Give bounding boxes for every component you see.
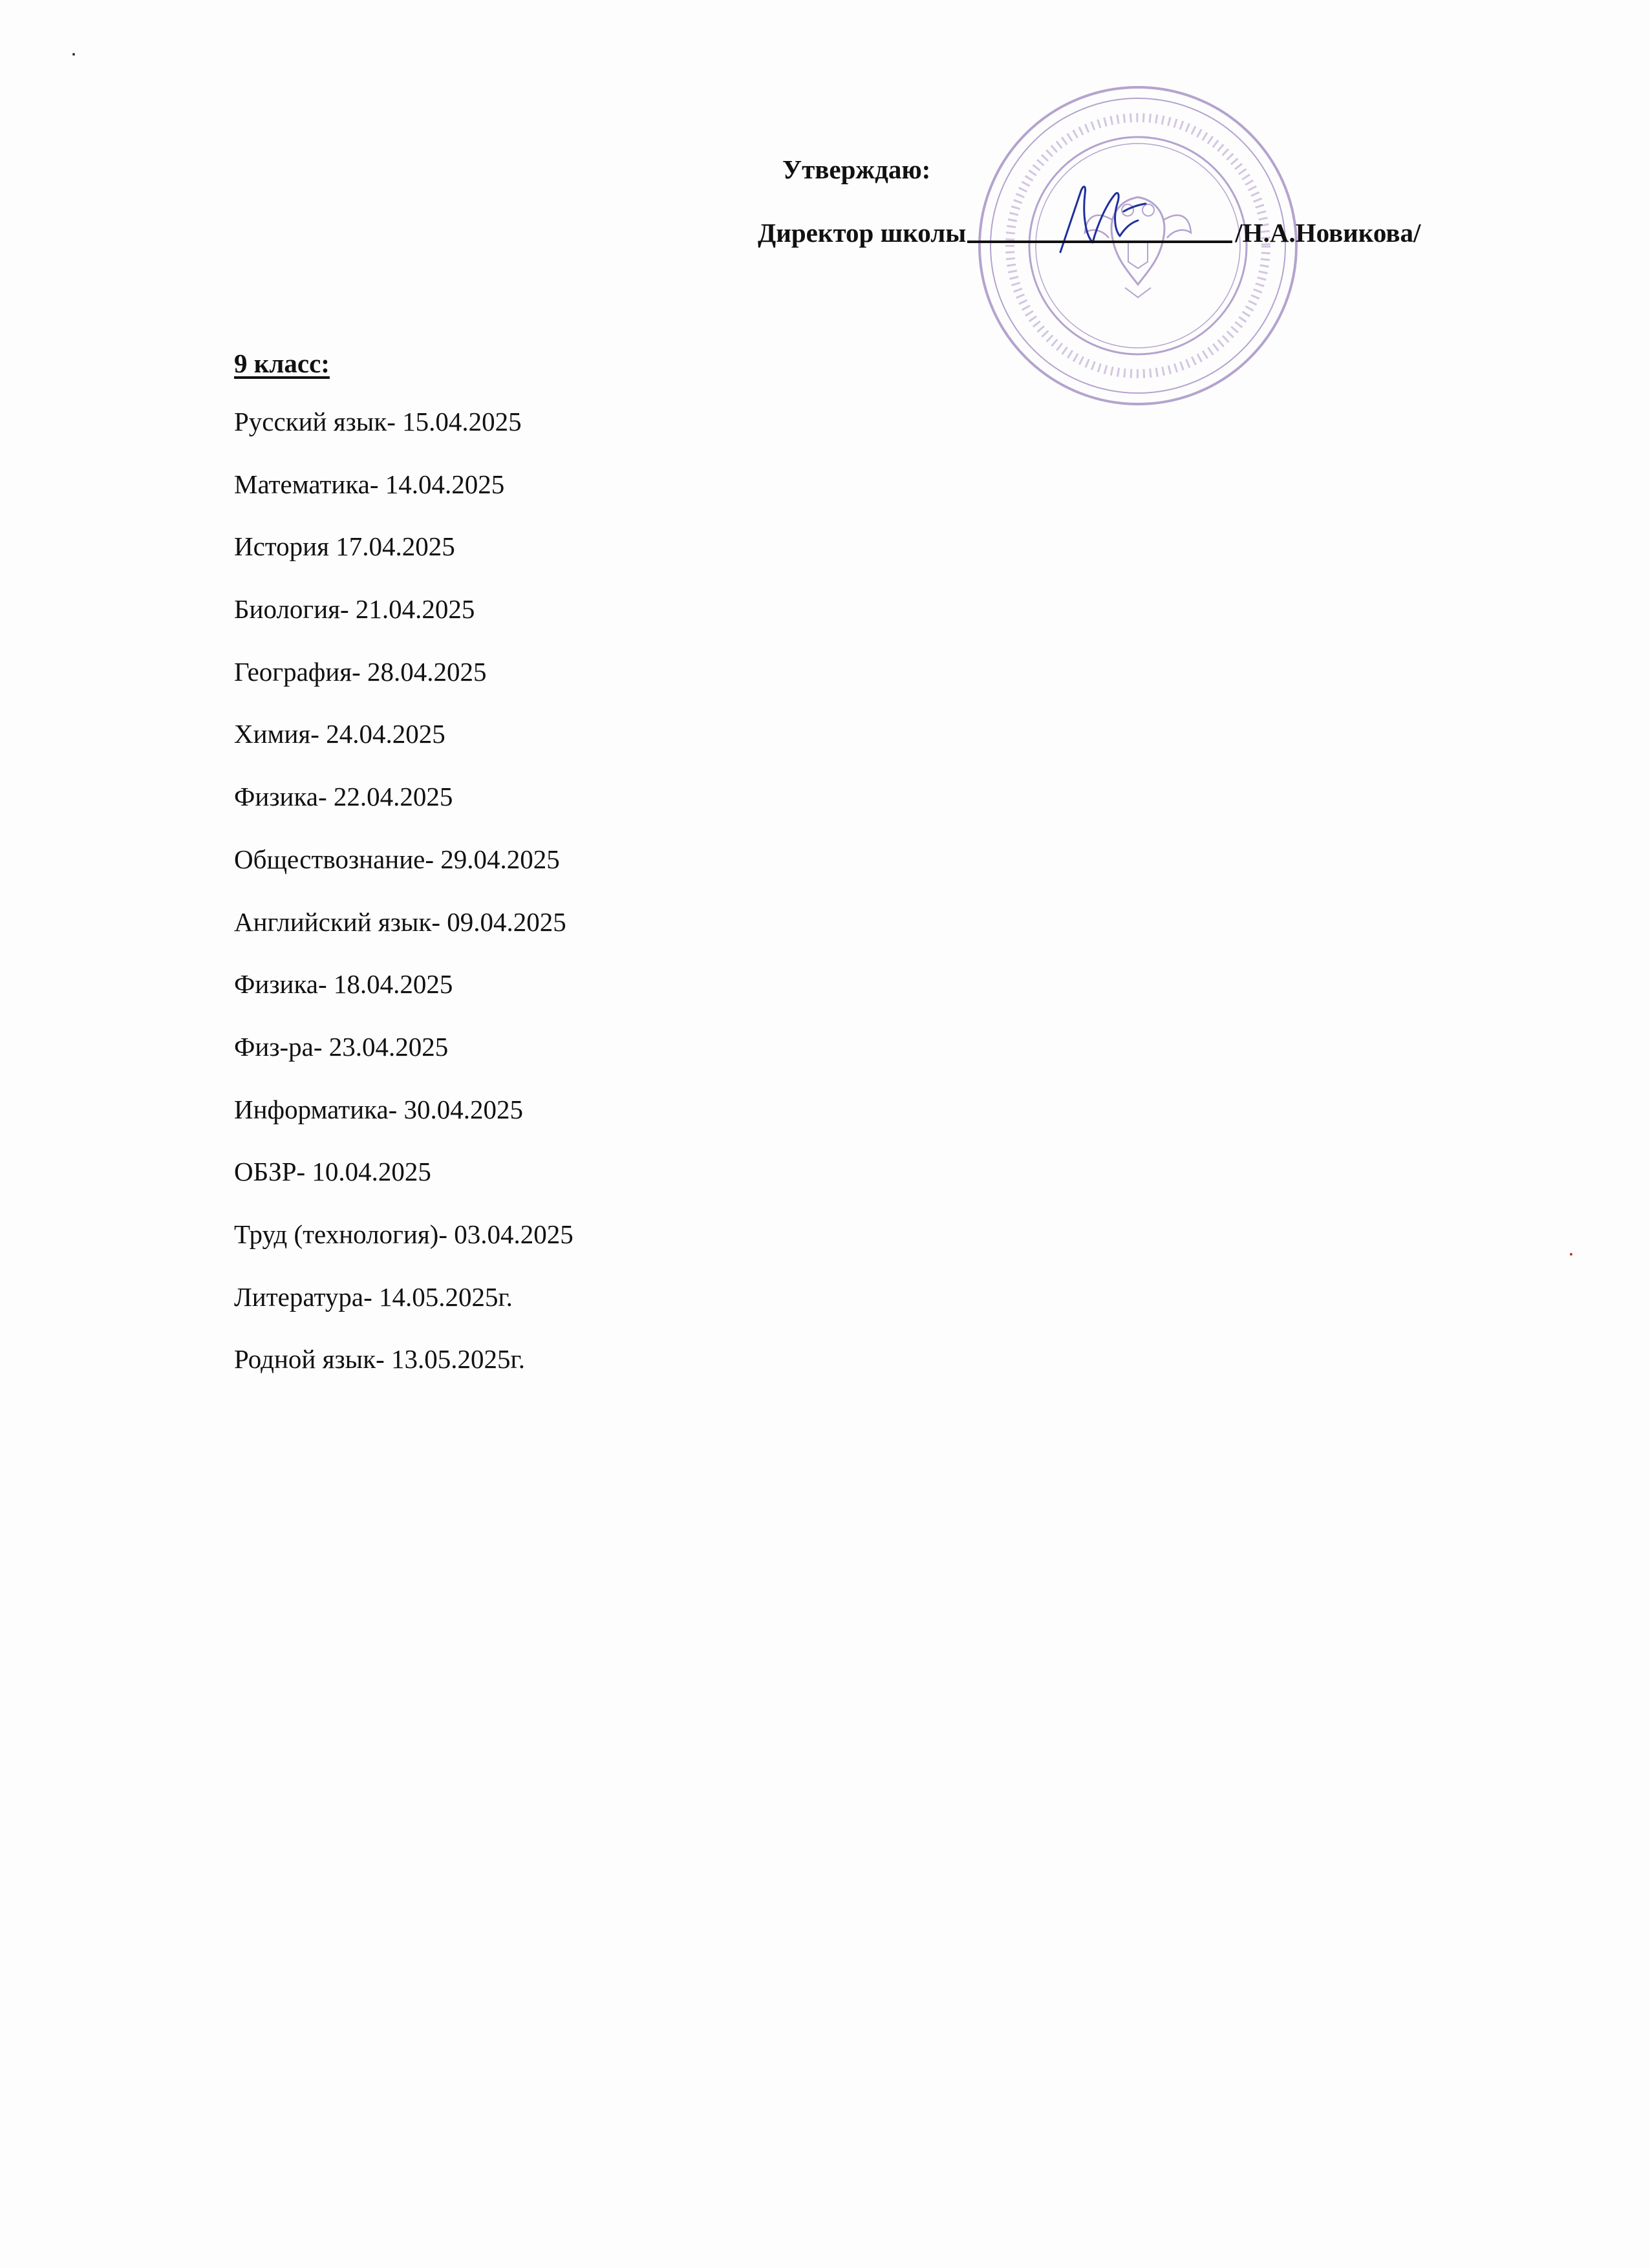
list-item: Английский язык- 09.04.2025	[234, 906, 566, 937]
list-item: Биология- 21.04.2025	[234, 594, 475, 625]
list-item: Родной язык- 13.05.2025г.	[234, 1344, 525, 1375]
list-item: Химия- 24.04.2025	[234, 719, 445, 749]
class-heading: 9 класс:	[234, 348, 330, 378]
director-signature	[1047, 171, 1164, 262]
approval-title: Утверждаю:	[782, 155, 931, 184]
scan-speck	[1570, 1253, 1572, 1256]
exam-schedule-list	[234, 406, 573, 1406]
list-item: Труд (технология)- 03.04.2025	[234, 1219, 573, 1249]
list-item: Физика- 18.04.2025	[234, 969, 453, 1000]
list-item: Обществознание- 29.04.2025	[234, 844, 560, 874]
director-signature-line	[758, 217, 1420, 248]
director-name: /Н.А.Новикова/	[1235, 218, 1421, 248]
list-item: Информатика- 30.04.2025	[234, 1094, 524, 1124]
list-item: История 17.04.2025	[234, 531, 455, 562]
list-item: География- 28.04.2025	[234, 656, 487, 687]
list-item: Литература- 14.05.2025г.	[234, 1281, 513, 1312]
list-item: Русский язык- 15.04.2025	[234, 407, 522, 436]
signature-blank-line	[967, 234, 1232, 243]
director-label: Директор школы	[758, 218, 967, 248]
scan-speck	[72, 53, 75, 56]
list-item: Физика- 22.04.2025	[234, 782, 453, 812]
list-item: Математика- 14.04.2025	[234, 469, 505, 499]
list-item: Физ-ра- 23.04.2025	[234, 1031, 449, 1062]
list-item: ОБЗР- 10.04.2025	[234, 1157, 431, 1187]
